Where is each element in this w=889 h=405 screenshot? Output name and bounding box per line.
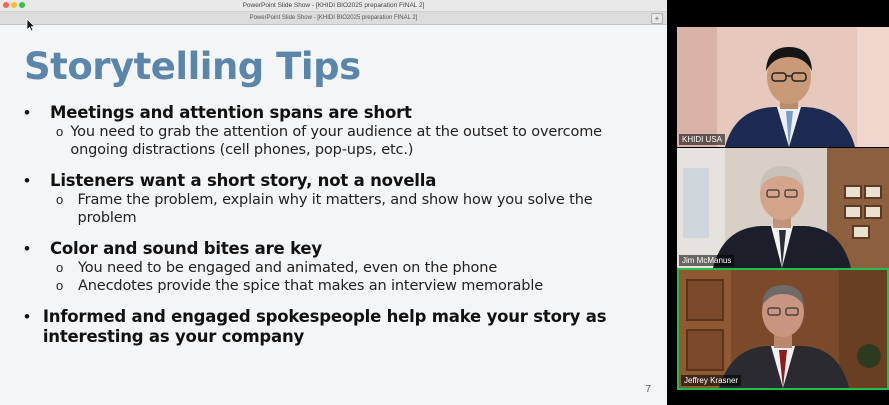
bullet-text: Informed and engaged spokespeople help make your story as interesting as your company <box>42 307 607 346</box>
bullet-group <box>24 239 644 295</box>
sub-bullet-circle-icon: o <box>56 124 64 139</box>
bullet-dot-icon: • <box>24 103 30 122</box>
sub-bullet-circle-icon: o <box>56 192 64 207</box>
participant-name: Jim McManus <box>679 255 734 266</box>
sub-bullet-item <box>56 277 644 295</box>
participant-video-feed <box>677 27 889 147</box>
sub-bullet-item <box>56 123 644 159</box>
bullet-text: Listeners want a short story, not a novella <box>50 171 437 190</box>
bullet-dot-icon: • <box>24 171 30 190</box>
sub-bullet-text: You need to grab the attention of your audience at the outset to overcome ongoing distractions (cell phones, pop-ups, etc.) <box>70 124 602 158</box>
participant-name: KHIDI USA <box>679 134 725 145</box>
bullet-text: Color and sound bites are key <box>50 239 322 258</box>
tab-active[interactable]: PowerPoint Slide Show - [KHIDI BIO2025 preparation FINAL 2] <box>249 15 418 21</box>
sub-bullet-item <box>56 259 644 277</box>
sub-bullet-circle-icon: o <box>56 278 64 293</box>
slide-page-number: 7 <box>645 384 651 395</box>
bullet-item <box>24 171 644 191</box>
window-title: PowerPoint Slide Show - [KHIDI BIO2025 preparation FINAL 2] <box>242 2 425 9</box>
participant-name: Jeffrey Krasner <box>681 375 741 386</box>
sub-bullet-text: You need to be engaged and animated, even on the phone <box>78 260 498 276</box>
participant-video-tile[interactable] <box>677 27 889 147</box>
tab-bar <box>0 12 667 25</box>
slide <box>0 25 667 405</box>
sub-bullet-text: Anecdotes provide the spice that makes an interview memorable <box>78 278 543 294</box>
bullet-text: Meetings and attention spans are short <box>50 103 412 122</box>
bullet-list <box>24 103 644 359</box>
sub-bullet-circle-icon: o <box>56 260 64 275</box>
bullet-item <box>24 103 644 123</box>
new-tab-button[interactable]: + <box>651 13 663 24</box>
slide-title: Storytelling Tips <box>24 45 361 88</box>
window-titlebar <box>0 0 667 12</box>
bullet-dot-icon: • <box>24 239 30 258</box>
bullet-group <box>24 171 644 227</box>
participant-video-tile[interactable] <box>677 148 889 268</box>
participant-video-feed <box>677 148 889 268</box>
sub-bullet-item <box>56 191 644 227</box>
participant-video-tile-active-speaker[interactable] <box>677 268 889 390</box>
bullet-group <box>24 103 644 159</box>
bullet-group <box>24 307 644 347</box>
bullet-item <box>24 239 644 259</box>
sub-bullet-text: Frame the problem, explain why it matters, and show how you solve the problem <box>77 192 593 226</box>
participant-video-feed <box>679 270 887 388</box>
bullet-item <box>24 307 644 347</box>
mouse-pointer-icon <box>26 18 36 32</box>
bullet-dot-icon: • <box>24 307 30 326</box>
